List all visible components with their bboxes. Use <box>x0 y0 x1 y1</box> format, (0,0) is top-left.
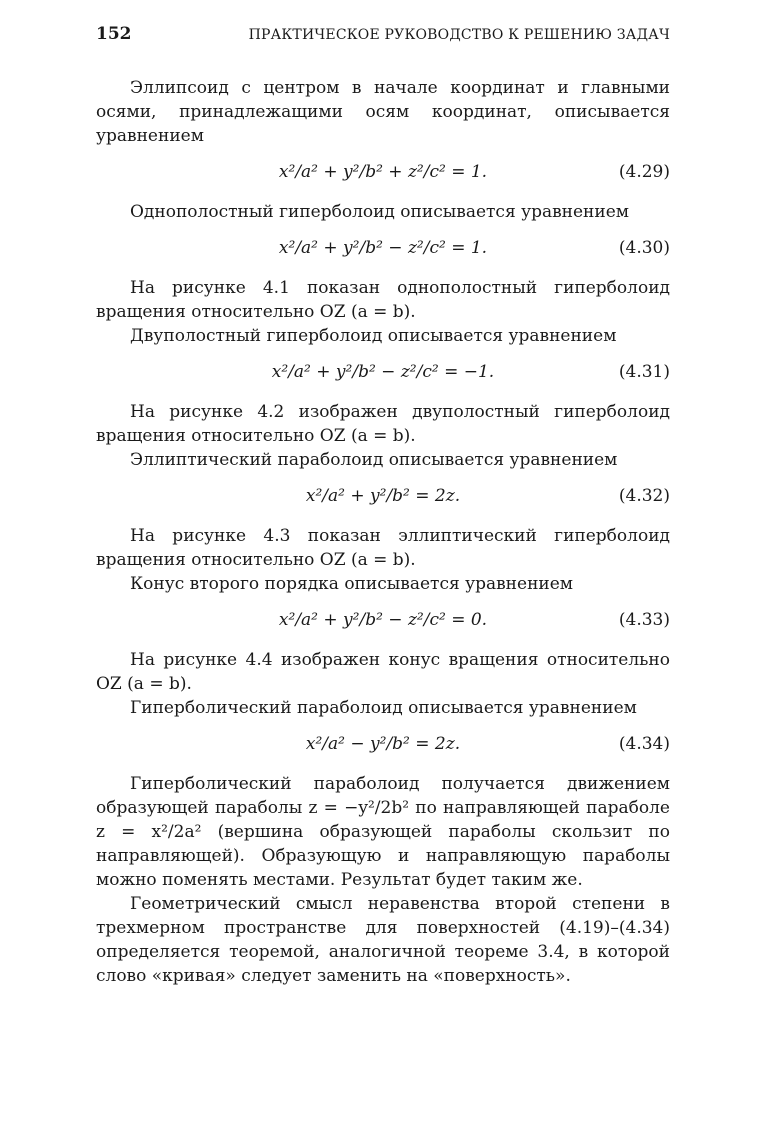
equation-formula: x²/a² + y²/b² − z²/c² = −1. <box>271 362 495 382</box>
paragraph-figure-4-4: На рисунке 4.4 изображен конус вращения относительно OZ (a = b). <box>96 650 670 694</box>
equation-formula: x²/a² + y²/b² + z²/c² = 1. <box>278 162 488 182</box>
paragraph-one-sheet-hyperboloid: Однополостный гиперболоид описывается уравнением <box>130 202 630 222</box>
paragraph-hyperbolic-paraboloid: Гиперболический параболоид описывается уравнением <box>130 698 637 718</box>
equation-4-29 <box>96 160 670 186</box>
equation-4-34 <box>96 732 670 758</box>
equation-formula: x²/a² + y²/b² − z²/c² = 1. <box>278 238 488 258</box>
paragraph-geometric-meaning: Геометрический смысл неравенства второй степени в трехмерном пространстве для поверхностей (4.19)–(4.34) определяется теоремой, аналогичной теореме 3.4, в которой слово «кривая» следует заменить на «поверхность». <box>96 894 670 986</box>
equation-number: (4.33) <box>618 610 670 630</box>
paragraph-elliptic-paraboloid: Эллиптический параболоид описывается уравнением <box>130 450 618 470</box>
paragraph-figure-4-2: На рисунке 4.2 изображен двуполостный гиперболоид вращения относительно OZ (a = b). <box>96 402 670 446</box>
equation-number: (4.30) <box>618 238 670 258</box>
page-number: 152 <box>96 24 132 44</box>
equation-4-31 <box>96 360 670 386</box>
equation-formula: x²/a² + y²/b² − z²/c² = 0. <box>278 610 488 630</box>
page-header <box>96 24 670 50</box>
paragraph-cone: Конус второго порядка описывается уравнением <box>130 574 574 594</box>
equation-number: (4.31) <box>618 362 670 382</box>
equation-number: (4.29) <box>618 162 670 182</box>
paragraph-figure-4-3: На рисунке 4.3 показан эллиптический гиперболоид вращения относительно OZ (a = b). <box>96 526 670 570</box>
equation-number: (4.34) <box>618 734 670 754</box>
equation-4-33 <box>96 608 670 634</box>
equation-formula: x²/a² − y²/b² = 2z. <box>305 734 461 754</box>
paragraph-two-sheet-hyperboloid: Двуполостный гиперболоид описывается уравнением <box>130 326 617 346</box>
equation-4-30 <box>96 236 670 262</box>
running-title: ПРАКТИЧЕСКОЕ РУКОВОДСТВО К РЕШЕНИЮ ЗАДАЧ <box>248 27 670 43</box>
page-body <box>96 76 670 988</box>
paragraph-figure-4-1: На рисунке 4.1 показан однополостный гиперболоид вращения относительно OZ (a = b). <box>96 278 670 322</box>
paragraph-ellipsoid: Эллипсоид с центром в начале координат и главными осями, принадлежащими осям координат, описывается уравнением <box>96 78 670 146</box>
equation-4-32 <box>96 484 670 510</box>
equation-number: (4.32) <box>618 486 670 506</box>
equation-formula: x²/a² + y²/b² = 2z. <box>305 486 461 506</box>
paragraph-hyperbolic-paraboloid-motion: Гиперболический параболоид получается движением образующей параболы z = −y²/2b² по направляющей параболе z = x²/2a² (вершина образующей параболы скользит по направляющей). Образующую и направляющую параболы можно поменять местами. Результат будет таким же. <box>96 774 670 890</box>
